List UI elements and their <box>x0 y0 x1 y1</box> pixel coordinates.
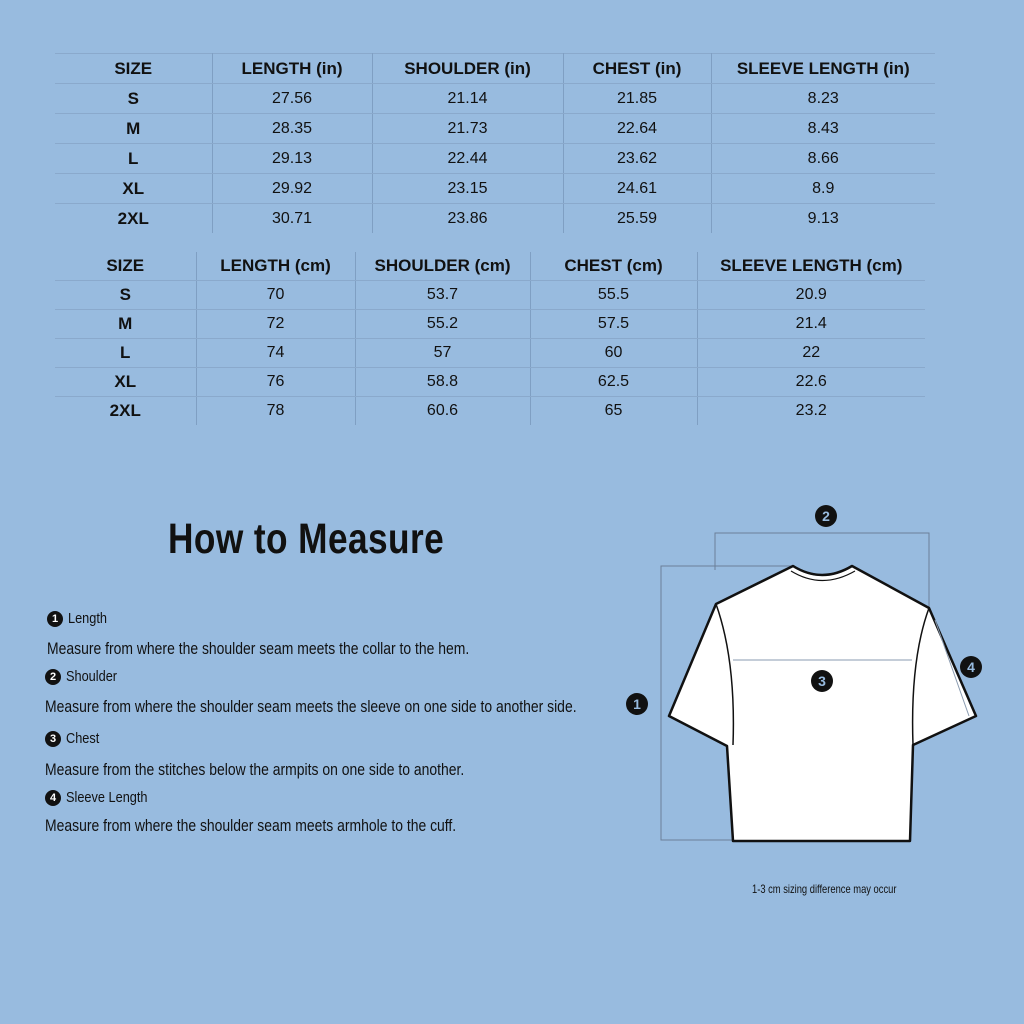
table-cell: 72 <box>196 310 355 339</box>
step-shoulder-description: Measure from where the shoulder seam meets the sleeve on one side to another side. <box>45 697 577 716</box>
size-table-inches <box>55 53 935 233</box>
column-header: CHEST (in) <box>563 54 711 84</box>
table-row <box>55 114 935 144</box>
size-cell: L <box>55 339 196 368</box>
table-cell: 28.35 <box>212 114 372 144</box>
table-cell: 24.61 <box>563 174 711 204</box>
table-cell: 25.59 <box>563 204 711 234</box>
size-cell: S <box>55 84 212 114</box>
table-cell: 23.15 <box>372 174 563 204</box>
table-row <box>55 84 935 114</box>
table-header-row <box>55 54 935 84</box>
table-cell: 23.62 <box>563 144 711 174</box>
step-label: Chest <box>66 730 100 747</box>
table-row <box>55 144 935 174</box>
number-4-icon: 4 <box>45 790 61 806</box>
svg-text:3: 3 <box>818 673 826 689</box>
table-cell: 57.5 <box>530 310 697 339</box>
marker-2-icon <box>815 505 837 527</box>
table-cell: 21.4 <box>697 310 925 339</box>
table-cell: 78 <box>196 397 355 426</box>
number-2-icon: 2 <box>45 669 61 685</box>
step-shoulder-heading <box>45 668 126 685</box>
column-header: LENGTH (in) <box>212 54 372 84</box>
size-cell: M <box>55 114 212 144</box>
table-row <box>55 204 935 234</box>
column-header: SLEEVE LENGTH (in) <box>711 54 935 84</box>
table-cell: 60 <box>530 339 697 368</box>
table-cell: 65 <box>530 397 697 426</box>
table-cell: 27.56 <box>212 84 372 114</box>
table-cell: 23.2 <box>697 397 925 426</box>
table-row <box>55 397 925 426</box>
table-cell: 21.85 <box>563 84 711 114</box>
sizing-note: 1-3 cm sizing difference may occur <box>752 882 897 896</box>
step-sleeve-heading <box>45 789 162 806</box>
size-cell: L <box>55 144 212 174</box>
step-sleeve-description: Measure from where the shoulder seam meets armhole to the cuff. <box>45 816 457 835</box>
step-chest-heading <box>45 730 105 747</box>
table-cell: 53.7 <box>355 281 530 310</box>
size-cell: S <box>55 281 196 310</box>
column-header: SLEEVE LENGTH (cm) <box>697 252 925 281</box>
column-header: SIZE <box>55 54 212 84</box>
table-cell: 22.64 <box>563 114 711 144</box>
column-header: SIZE <box>55 252 196 281</box>
table-cell: 9.13 <box>711 204 935 234</box>
table-row <box>55 339 925 368</box>
table-cell: 21.73 <box>372 114 563 144</box>
tshirt-diagram <box>620 495 1000 855</box>
table-cell: 29.13 <box>212 144 372 174</box>
table-cell: 55.2 <box>355 310 530 339</box>
table-cell: 22.6 <box>697 368 925 397</box>
marker-4-icon <box>960 656 982 678</box>
table-cell: 55.5 <box>530 281 697 310</box>
column-header: SHOULDER (cm) <box>355 252 530 281</box>
table-cell: 8.9 <box>711 174 935 204</box>
table-cell: 22 <box>697 339 925 368</box>
number-3-icon: 3 <box>45 731 61 747</box>
tshirt-icon <box>669 566 976 841</box>
table-cell: 30.71 <box>212 204 372 234</box>
svg-text:1: 1 <box>633 696 641 712</box>
table-cell: 22.44 <box>372 144 563 174</box>
table-row <box>55 310 925 339</box>
table-cell: 8.23 <box>711 84 935 114</box>
table-cell: 29.92 <box>212 174 372 204</box>
marker-1-icon <box>626 693 648 715</box>
size-cell: XL <box>55 174 212 204</box>
size-table-cm <box>55 252 925 425</box>
table-cell: 23.86 <box>372 204 563 234</box>
step-length-heading <box>47 610 114 627</box>
table-cell: 76 <box>196 368 355 397</box>
table-cell: 70 <box>196 281 355 310</box>
size-cell: 2XL <box>117 208 149 228</box>
step-label: Sleeve Length <box>66 789 148 806</box>
table-cell: 21.14 <box>372 84 563 114</box>
step-label: Length <box>68 610 108 627</box>
step-chest-description: Measure from the stitches below the armpits on one side to another. <box>45 760 465 779</box>
column-header: CHEST (cm) <box>530 252 697 281</box>
svg-text:4: 4 <box>967 659 975 675</box>
table-cell: 62.5 <box>530 368 697 397</box>
step-label: Shoulder <box>66 668 118 685</box>
marker-3-icon <box>811 670 833 692</box>
table-cell: 74 <box>196 339 355 368</box>
size-cell: XL <box>55 368 196 397</box>
table-row <box>55 368 925 397</box>
table-cell: 60.6 <box>355 397 530 426</box>
table-cell: 57 <box>355 339 530 368</box>
column-header: LENGTH (cm) <box>196 252 355 281</box>
column-header: SHOULDER (in) <box>372 54 563 84</box>
size-cell: M <box>55 310 196 339</box>
table-cell: 20.9 <box>697 281 925 310</box>
table-row <box>55 174 935 204</box>
table-row <box>55 281 925 310</box>
table-header-row <box>55 252 925 281</box>
table-cell: 8.66 <box>711 144 935 174</box>
how-to-measure-title: How to Measure <box>168 515 445 563</box>
size-cell: 2XL <box>109 401 141 420</box>
table-cell: 58.8 <box>355 368 530 397</box>
svg-text:2: 2 <box>822 508 830 524</box>
number-1-icon: 1 <box>47 611 63 627</box>
table-cell: 8.43 <box>711 114 935 144</box>
step-length-description: Measure from where the shoulder seam meets the collar to the hem. <box>47 639 470 658</box>
